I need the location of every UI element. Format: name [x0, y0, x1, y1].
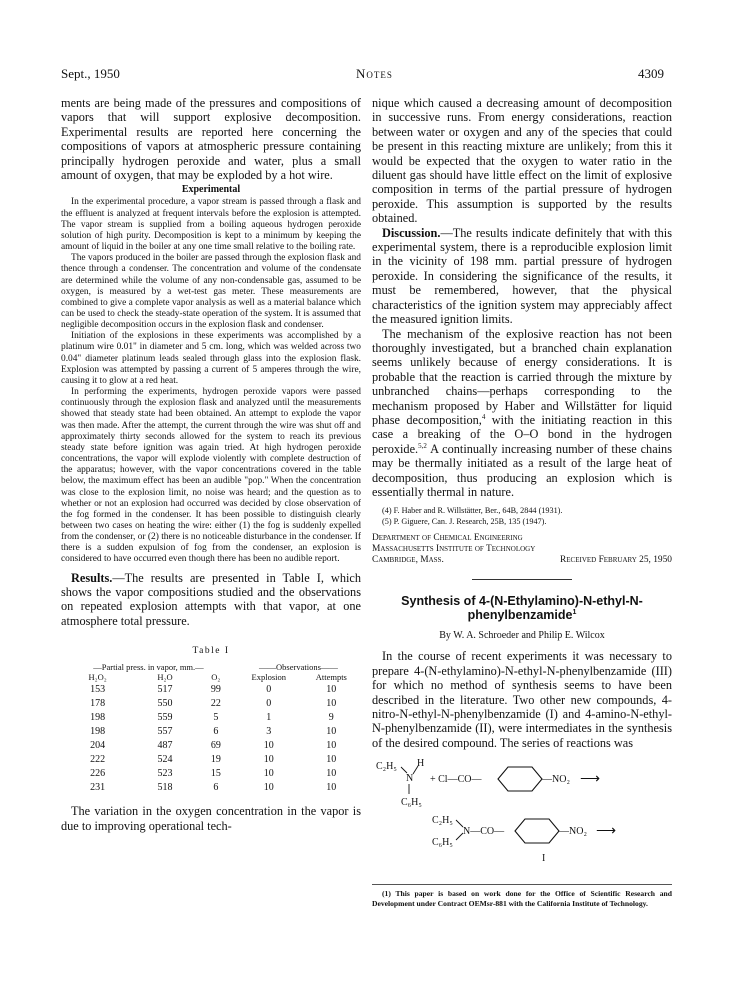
table-cell: 10 — [263, 753, 274, 765]
table-row — [61, 724, 361, 738]
scheme-label: H — [417, 758, 425, 770]
results-paragraph — [61, 571, 361, 629]
table-cell: 10 — [326, 781, 337, 793]
article-title — [372, 594, 672, 622]
table-row — [61, 682, 361, 696]
table-row — [61, 752, 361, 766]
received-date: Received February 25, 1950 — [560, 555, 672, 566]
scheme-label: —NO₂ — [542, 774, 570, 786]
table-cell: 487 — [157, 739, 173, 751]
table-cell: 523 — [157, 767, 173, 779]
reaction-scheme-drawing — [372, 756, 672, 878]
scheme-label: + Cl—CO— — [430, 774, 482, 786]
table-group-header: ——Observations—— — [259, 662, 338, 673]
text-run: The mechanism of the explosive reaction has not been thoroughly investigated, but a branched chain explanation seems unlikely because of energy considerations. It is probable that the reaction is carried through the mixture by unbranched chains—perhaps corresponding to the mechanism proposed by Haber and Willstätter for liquid phase decomposition, — [372, 326, 672, 427]
affiliation-row — [372, 555, 672, 566]
reference-item: (5) P. Giguere, Can. J. Research, 25B, 135 (1947). — [382, 517, 547, 527]
table-cell: 557 — [157, 725, 173, 737]
results-text: —The results are presented in Table I, which shows the vapor compositions studied and the observations on repeated explosion attempts with that vapor, at one atmosphere total pressure. — [61, 570, 361, 628]
results-heading: Results. — [71, 570, 113, 585]
scheme-label: C₂H₅ — [376, 761, 397, 773]
table-cell: 10 — [326, 697, 337, 709]
table-cell: 550 — [157, 697, 173, 709]
table-cell: 10 — [263, 739, 274, 751]
paragraph: Initiation of the explosions in these experiments was accomplished by a platinum wire 0.01" in diameter and 5 cm. long, which was welded across two 0.04" diameter platinum leads sealed through glass into the explosion flask. Explosion was attempted by passing a current of 5 amperes through the wire, causing it to glow at a red heat. — [61, 331, 361, 386]
scheme-label: C₆H₅ — [432, 837, 453, 849]
table-cell: 559 — [157, 711, 173, 723]
scheme-label: C₂H₅ — [432, 815, 453, 827]
right-column — [372, 96, 672, 908]
table-cell: 15 — [210, 767, 221, 779]
table-cell: 5 — [213, 711, 219, 723]
divider — [472, 579, 572, 580]
table-cell: 10 — [263, 767, 274, 779]
table-row — [61, 738, 361, 752]
discussion-heading: Discussion. — [382, 225, 441, 240]
table-cell: 153 — [90, 683, 106, 695]
paragraph: In performing the experiments, hydrogen peroxide vapors were passed continuously through the explosion flask and analyzed until the measurements showed that steady state had been obtained. An attempt to explode the vapor was then made. After the attempt, the current through the wire was shut off and approximately thirty seconds allowed for the system to reach its previous steady state before ignition was again tried. At high hydrogen peroxide concentrations, the vapor will explode violently with complete destruction of the apparatus; however, with the vapor concentrations covered in the table below, the maximum effect has been an audible "pop." When the concentration was close to the explosion limit, no noise was heard; and the question as to whether or not an explosion had occurred was decided by close observation of the fog formed in the condenser. It has been possible to distinguish clearly between two cases on heating the wire: either (1) the fog is suddenly expelled from the condenser, or (2) there is no noticeable disturbance in the condenser. If there is a sudden expulsion of fog from the condenser, an explosion is considered to have occurred even though there has been no audible report. — [61, 387, 361, 565]
article-authors: By W. A. Schroeder and Philip E. Wilcox — [439, 630, 605, 642]
table-column-header: Attempts — [315, 672, 347, 683]
table-cell: 222 — [90, 753, 106, 765]
affiliation-line: Massachusetts Institute of Technology — [372, 544, 536, 555]
paragraph: The variation in the oxygen concentration in the vapor is due to improving operational tech- — [61, 804, 361, 833]
reaction-scheme — [372, 756, 672, 878]
table-cell: 226 — [90, 767, 106, 779]
table-cell: 10 — [326, 725, 337, 737]
table-cell: 10 — [326, 767, 337, 779]
affiliation-city: Cambridge, Mass. — [372, 555, 444, 566]
table-cell: 9 — [328, 711, 334, 723]
table-column-header: H₂O — [157, 672, 173, 683]
footnote — [372, 884, 672, 908]
scheme-label: C₆H₅ — [401, 797, 422, 809]
left-column — [61, 96, 361, 833]
table-group-header: —Partial press. in vapor, mm.— — [93, 662, 204, 673]
mechanism-paragraph — [372, 327, 672, 500]
paragraph: The vapors produced in the boiler are passed through the explosion flask and thence through a condenser. The concentration and volume of the condensate are determined while the volume of any non-condensable gas, assumed to be oxygen, is measured by a wet-test gas meter. These measurements are combined to give a complete vapor analysis as well as a material balance which can be used to check the steady-state operation of the system. It is assumed that negligible decomposition occurs in the explosion flask and condenser. — [61, 253, 361, 331]
table-cell: 198 — [90, 725, 106, 737]
table-title: Table I — [192, 646, 230, 657]
affiliation — [372, 533, 672, 566]
scheme-label: —NO₂ — [559, 826, 587, 838]
table-column-header: O₂ — [211, 672, 221, 683]
scheme-label: N — [406, 773, 414, 785]
text-run: A continually increasing number of these chains may be thermally initiated as a result of the large heat of decomposition, thus producing an explosion which is essentially thermal in nature. — [372, 441, 672, 499]
table-row — [61, 766, 361, 780]
table-cell: 6 — [213, 725, 219, 737]
table-cell: 3 — [266, 725, 272, 737]
table-column-header: Explosion — [251, 672, 287, 683]
text-run: with the initiating reaction in this case a breaking of the O–O bond in the hydrogen peroxide. — [372, 412, 672, 456]
data-table — [61, 662, 361, 794]
table-cell: 10 — [263, 781, 274, 793]
ref-superscript: 4 — [481, 412, 486, 421]
table-cell: 518 — [157, 781, 173, 793]
table-cell: 0 — [266, 697, 272, 709]
table-column-header: H₂O₂ — [88, 672, 107, 683]
table-cell: 517 — [157, 683, 173, 695]
table-cell: 10 — [326, 739, 337, 751]
table-row — [61, 696, 361, 710]
paragraph: In the course of recent experiments it was necessary to prepare 4-(N-ethylamino)-N-ethyl-N-phenylbenzamide (III) for which no method of synthesis seems to have been described in the literature. Two other new compounds, 4-nitro-N-ethyl-N-phenylbenzamide (I) and 4-amino-N-ethyl-N-phenylbenzamide (II), were intermediates in the synthesis of the desired compound. The series of reactions was — [372, 649, 672, 750]
table-cell: 178 — [90, 697, 106, 709]
table-cell: 0 — [266, 683, 272, 695]
header-page-number: 4309 — [638, 66, 664, 81]
discussion-paragraph — [372, 226, 672, 327]
paragraph: ments are being made of the pressures and compositions of vapors that will support explosive decomposition. Experimental results are reported here concerning the compositions of vapors at atmospheric pressure containing principally hydrogen peroxide and water, plus a small amount of oxygen, that may be exploded by a hot wire. — [61, 96, 361, 183]
table-row — [61, 710, 361, 724]
table-cell: 10 — [326, 683, 337, 695]
table-cell: 69 — [210, 739, 221, 751]
benzene-ring-icon — [498, 767, 542, 791]
footnote-text: (1) This paper is based on work done for the Office of Scientific Research and Development under Contract OEMsr-881 with the California Institute of Technology. — [372, 889, 672, 908]
paragraph: nique which caused a decreasing amount of decomposition in successive runs. From energy considerations, reaction between water or oxygen and any of the species that could be present in this reacting mixture are unlikely; from this it would be expected that the oxygen to water ratio in the diluent gas should have little effect on the limit of explosive composition in terms of the partial pressure of hydrogen peroxide. This assumption is supported by the results obtained. — [372, 96, 672, 226]
header-date: Sept., 1950 — [61, 66, 120, 81]
section-heading-experimental: Experimental — [181, 184, 241, 196]
paragraph: In the experimental procedure, a vapor stream is passed through a flask and the effluent is analyzed at frequent intervals before the explosion is attempted. The vapor stream is supplied from a boiling aqueous hydrogen peroxide solution of high purity. Decomposition is kept to a minimum by keeping the amount of liquid in the boiler at any one time small relative to the boiling rate. — [61, 197, 361, 253]
table-cell: 198 — [90, 711, 106, 723]
discussion-text: —The results indicate definitely that with this experimental system, there is a reproducible explosion limit in the vicinity of 198 mm. partial pressure of hydrogen peroxide. In considering the significance of the results, it must be remembered, however, that the physical characteristics of the ignition system may appreciably affect the measured ignition limits. — [372, 225, 672, 327]
table-row — [61, 780, 361, 794]
reference-list — [372, 505, 672, 527]
reaction-arrow-icon: ⟶ — [596, 824, 617, 840]
ref-superscript: 5,2 — [418, 441, 427, 450]
table-cell: 19 — [210, 753, 221, 765]
affiliation-line: Department of Chemical Engineering — [372, 533, 523, 544]
table-cell: 204 — [90, 739, 106, 751]
table-cell: 10 — [326, 753, 337, 765]
table-cell: 231 — [90, 781, 106, 793]
header-section: Notes — [356, 66, 393, 81]
table-cell: 99 — [210, 683, 221, 695]
table-cell: 524 — [157, 753, 173, 765]
compound-label: I — [542, 853, 546, 865]
benzene-ring-icon — [515, 819, 559, 843]
table-cell: 22 — [210, 697, 221, 709]
title-footnote-mark: 1 — [572, 609, 577, 617]
scheme-label: N—CO— — [463, 826, 505, 838]
reference-item: (4) F. Haber and R. Willstätter, Ber., 64B, 2844 (1931). — [382, 506, 563, 516]
table-cell: 6 — [213, 781, 219, 793]
reaction-arrow-icon: ⟶ — [580, 772, 601, 788]
article-title-text: Synthesis of 4-(N-Ethylamino)-N-ethyl-N-phenylbenzamide — [401, 594, 643, 623]
table-cell: 1 — [266, 711, 272, 723]
